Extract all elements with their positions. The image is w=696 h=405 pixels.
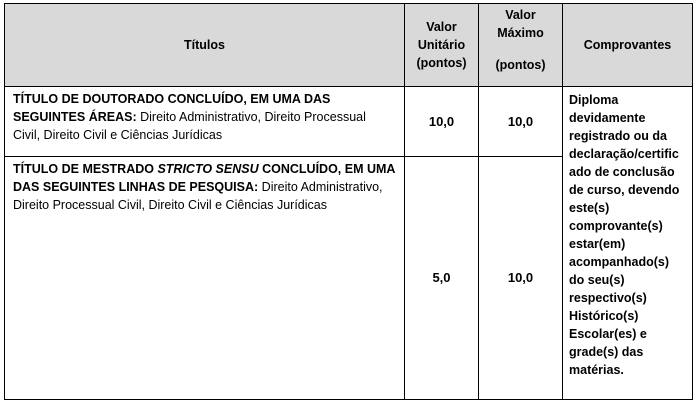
- row-valor-unitario: 5,0: [405, 157, 479, 400]
- table-row: [5, 87, 693, 157]
- row-title-doutorado: [5, 87, 405, 157]
- row-title-areas: Direito Administrativo, Direito Processual Civil, Direito Civil e Ciências Jurídicas: [13, 180, 383, 212]
- row-title-areas: Direito Administrativo, Direito Processual Civil, Direito Civil e Ciências Jurídicas: [13, 110, 366, 142]
- comprovantes-line: do seu(s): [569, 273, 625, 287]
- header-valor-maximo: [479, 4, 563, 87]
- comprovantes-line: comprovante(s): [569, 219, 663, 233]
- comprovantes-cell: [563, 87, 693, 400]
- row-title-italic: STRICTO SENSU: [157, 162, 259, 176]
- header-valor-unitario-line-2: Unitário: [417, 38, 466, 52]
- row-valor-unitario: 10,0: [405, 87, 479, 157]
- titles-table: [4, 3, 693, 400]
- comprovantes-line: devidamente: [569, 111, 646, 125]
- comprovantes-line: Diploma: [569, 93, 619, 107]
- row-valor-maximo: 10,0: [479, 157, 563, 400]
- header-valor-maximo-line-2: Máximo: [497, 26, 544, 40]
- header-valor-unitario-line-3: (pontos): [416, 56, 467, 70]
- row-valor-maximo: 10,0: [479, 87, 563, 157]
- comprovantes-line: registrado ou da: [569, 129, 667, 143]
- comprovantes-line: respectivo(s): [569, 291, 647, 305]
- comprovantes-line: grade(s) das: [569, 345, 644, 359]
- row-title-bold: TÍTULO DE MESTRADO: [13, 162, 158, 176]
- row-title-bold: CONCLUÍDO, EM UMA DAS SEGUINTES LINHAS DE PESQUISA:: [13, 162, 395, 194]
- header-valor-unitario: [405, 4, 479, 87]
- comprovantes-line: acompanhado(s): [569, 255, 670, 269]
- header-valor-maximo-line-1: Valor: [505, 8, 536, 22]
- header-valor-maximo-line-3: (pontos): [495, 58, 546, 72]
- comprovantes-line: ado de conclusão: [569, 165, 675, 179]
- comprovantes-line: este(s): [569, 201, 610, 215]
- header-valor-unitario-line-1: Valor: [426, 20, 457, 34]
- comprovantes-line: matérias.: [569, 363, 624, 377]
- header-titulos: Títulos: [5, 4, 405, 87]
- comprovantes-line: Histórico(s): [569, 309, 639, 323]
- comprovantes-line: estar(em): [569, 237, 626, 251]
- row-title-mestrado: [5, 157, 405, 400]
- row-title-bold: TÍTULO DE DOUTORADO CONCLUÍDO, EM UMA DAS SEGUINTES ÁREAS:: [13, 92, 331, 124]
- comprovantes-line: de curso, devendo: [569, 183, 680, 197]
- header-row: [5, 4, 693, 87]
- comprovantes-line: declaração/certific: [569, 147, 679, 161]
- header-comprovantes: Comprovantes: [563, 4, 693, 87]
- comprovantes-line: Escolar(es) e: [569, 327, 647, 341]
